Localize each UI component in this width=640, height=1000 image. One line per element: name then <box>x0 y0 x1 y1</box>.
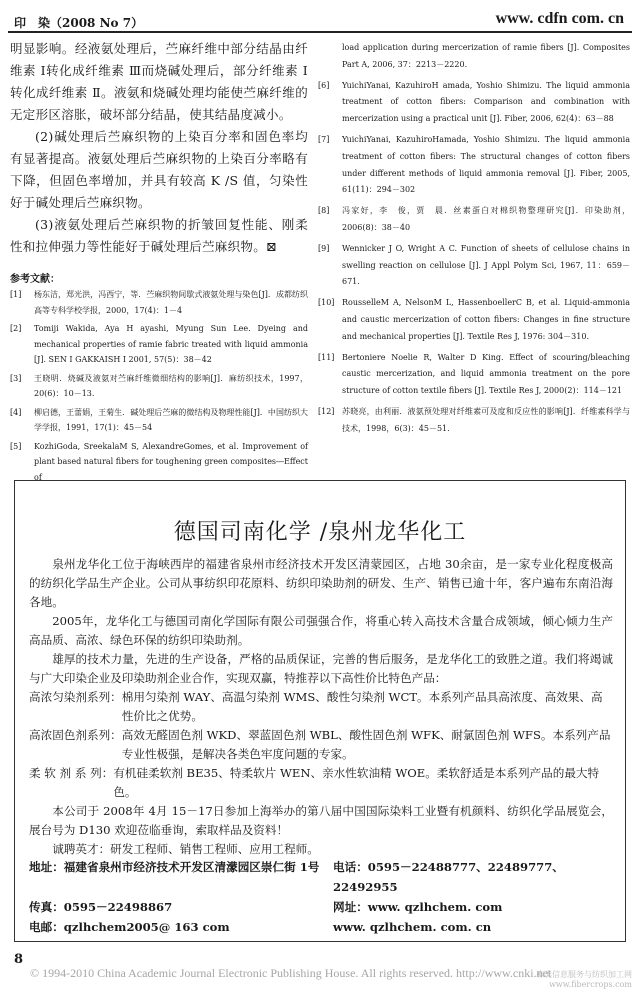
product-line <box>29 726 613 764</box>
reference-text: Tomiji Wakida, Aya H ayashi, Myung Sun Lee. Dyeing and mechanical properties of ramie fabric treated with liquid ammonia [J]. SEN I GAKKAISH I 2001, 57(5)：38－42 <box>34 324 308 364</box>
journal-website[interactable]: www. cdfn com. cn <box>495 10 624 27</box>
advertisement-box <box>14 480 626 942</box>
product-label: 柔 软 剂 系 列： <box>29 766 114 780</box>
ad-exhibition-note: 本公司于 2008年 4月 15－17日参加上海举办的第八届中国国际染料工业暨有机颜料、纺织化学品展览会，展台号为 D130 欢迎莅临垂询，索取样品及资料！ <box>29 804 613 837</box>
contact-block <box>29 857 613 937</box>
ad-paragraph: 泉州龙华化工位于海峡西岸的福建省泉州市经济技术开发区清蒙园区，占地 30余亩，是一家专业化程度极高的纺织化学品生产企业。公司从事纺织印花原料、纺织印染助剂的研发、生产、销售已逾十年，客户遍布东南沿海各地。 <box>29 557 613 609</box>
contact-fax: 传真：0595－22498867 <box>29 900 173 914</box>
references-title: 参考文献： <box>10 274 60 285</box>
reference-item <box>318 241 630 291</box>
reference-text: Bertoniere Noelie R, Walter D King. Effect of scouring/bleaching caustic mercerization, and liquid ammonia treatment on the pore structure of cotton textile fibers [J]. Textile Res J, 2000(2)：114－121 <box>342 352 630 396</box>
product-line <box>29 688 613 726</box>
contact-address: 地址：福建省泉州市经济技术开发区清濛园区崇仁街 1号 <box>29 860 320 874</box>
reference-number: [1] <box>10 290 22 299</box>
conclusion-paragraph: (3)液氨处理后苎麻织物的折皱回复性能、刚柔性和拉伸强力等性能好于碱处理后苎麻织物。⊠ <box>10 217 308 254</box>
watermark-line: www.fibercrops.com <box>549 980 632 989</box>
reference-number: [8] <box>318 206 330 216</box>
ad-title: 德国司南化学 /泉州龙华化工 <box>173 520 467 545</box>
ad-recruitment-note: 诚聘英才：研发工程师、销售工程师、应用工程师。 <box>52 842 319 856</box>
reference-item <box>318 132 630 199</box>
reference-number: [11] <box>318 352 335 362</box>
reference-text: YuichiYanai, KazuhiroH amada, Yoshio Shimizu. The liquid ammonia treatment of cotton fibers: Comparison and combination with mercerization using a practical unit [J]. Fiber, 2006, 62(4)：63－88 <box>342 80 630 124</box>
reference-item <box>10 287 308 318</box>
product-label: 高浓匀染剂系列： <box>29 690 122 704</box>
conclusion-paragraph: (2)碱处理后苎麻织物的上染百分率和固色率均有显著提高。液氨处理后苎麻织物的上染百分率略有下降，但固色率增加，并具有较高 K /S 值，匀染性好于碱处理后苎麻织物。 <box>10 129 308 210</box>
reference-number: [10] <box>318 298 335 308</box>
product-description: 高效无醛固色剂 WKD、翠蓝固色剂 WBL、酸性固色剂 WFK、耐氯固色剂 WFS。本系列产品专业性极强，是解决各类色牢度问题的专家。 <box>121 728 611 761</box>
contact-website[interactable]: 网址：www. qzlhchem. com <box>333 900 503 914</box>
reference-item <box>10 321 308 368</box>
reference-text: 杨东洁，郑光洪，冯西宁，等．苎麻织物间歇式液氨处理与染色[J]．成都纺织高等专科学校学报，2000，17(4)：1－4 <box>34 290 308 315</box>
product-label: 高浓固色剂系列： <box>29 728 122 742</box>
header-rule <box>8 31 632 33</box>
reference-item <box>10 439 308 486</box>
reference-item <box>10 405 308 436</box>
reference-item <box>318 78 630 128</box>
ad-paragraph: 2005年，龙华化工与德国司南化学国际有限公司强强合作，将重心转入高技术含量合成领域，倾心倾力生产高品质、高浓、绿色环保的纺织印染助剂。 <box>29 614 613 647</box>
reference-item <box>318 295 630 345</box>
reference-text: Wennicker J O, Wright A C. Function of sheets of cellulose chains in swelling reaction on cellulose [J]. J Appl Polym Sci, 1967, 11：659－671. <box>342 243 630 287</box>
reference-number: [4] <box>10 407 22 417</box>
reference-number: [3] <box>10 373 22 383</box>
watermark-line: 麻类信息服务与纺织加工网 <box>536 970 632 979</box>
reference-text: load application during mercerization of ramie fibers [J]. Composites Part A, 2006, 37：2213－2220. <box>342 43 630 69</box>
reference-text: KozhiGoda, SreekalaM S, AlexandreGomes, et al. Improvement of plant based natural fibers for toughening green composites―Effect of <box>34 441 308 482</box>
reference-text: 王晓明．烧碱及液氨对苎麻纤维微细结构的影响[J]．麻纺织技术，1997，20(6)：10－13. <box>34 373 308 398</box>
reference-item <box>318 203 630 237</box>
reference-number: [12] <box>318 406 335 416</box>
reference-number: [9] <box>318 243 330 253</box>
contact-email[interactable]: 电邮：qzlhchem2005@ 163 com <box>29 920 230 934</box>
product-line <box>29 764 613 802</box>
reference-number: [6] <box>318 80 330 90</box>
journal-header: 印 染（2008 No 7） <box>14 16 144 30</box>
ad-paragraph: 雄厚的技术力量，先进的生产设备，严格的品质保证，完善的售后服务，是龙华化工的致胜之道。我们将竭诚与广大印染企业及印染助剂企业合作，实现双赢，特推荐以下高性价比特色产品： <box>29 652 613 685</box>
reference-number: [7] <box>318 134 330 144</box>
contact-website-cn[interactable]: www. qzlhchem. com. cn <box>333 920 492 934</box>
reference-item <box>318 350 630 400</box>
reference-text: 柳启德，王蕾娟，王菊生．碱处理后苎麻的微结构及物理性能[J]．中国纺织大学学报，1991，17(1)：45－54 <box>34 407 308 432</box>
reference-text: RousselleM A, NelsonM L, HassenboellerC B, et al. Liquid-ammonia and caustic mercerization of cotton fibers: Changes in fine structure and mechanical properties [J]. Textile Res J, 1976: 304－310. <box>342 298 630 341</box>
product-description: 有机硅柔软剂 BE35、特柔软片 WEN、亲水性软油精 WOE。柔软舒适是本系列产品的最大特色。 <box>113 766 600 799</box>
reference-text: YuichiYanai, KazuhiroHamada, Yoshio Shimizu. The liquid ammonia treatment of cotton fibers: The structural changes of cotton fibers under different methods of liquid ammonia removal [J]. Fiber, 2005, 61(11)：294－302 <box>342 134 630 195</box>
page-number: 8 <box>14 952 24 967</box>
site-watermark <box>536 970 632 990</box>
right-column <box>318 40 630 442</box>
reference-item <box>318 404 630 438</box>
reference-item <box>10 371 308 402</box>
reference-number: [2] <box>10 324 22 333</box>
copyright-footer: © 1994-2010 China Academic Journal Electronic Publishing House. All rights reserved. http://www.cnki.net <box>30 966 552 980</box>
reference-continuation <box>318 40 630 74</box>
ad-body <box>29 555 613 859</box>
contact-phone: 电话：0595－22488777、22489777、22492955 <box>333 860 564 894</box>
reference-number: [5] <box>10 441 22 451</box>
product-description: 棉用匀染剂 WAY、高温匀染剂 WMS、酸性匀染剂 WCT。本系列产品具高浓度、高效果、高性价比之优势。 <box>121 690 603 723</box>
left-column <box>10 38 308 488</box>
reference-text: 冯家好，李 俊，贾 晨．丝素蛋白对棉织物整理研究[J]．印染助剂，2006(8)：38－40 <box>342 206 630 232</box>
conclusion-paragraph: 明显影响。经液氨处理后，苎麻纤维中部分结晶由纤维素 Ⅰ转化成纤维素 Ⅲ而烧碱处理后，部分纤维素 Ⅰ转化成纤维素 Ⅱ。液氨和烧碱处理均能使苎麻纤维的无定形区溶胀，破坏部分结晶，使其结晶度减小。 <box>10 41 308 122</box>
reference-text: 苏晓亮，由利丽．液氨预处理对纤维素可及度和反应性的影响[J]．纤维素科学与技术，1998，6(3)：45－51. <box>342 406 630 433</box>
